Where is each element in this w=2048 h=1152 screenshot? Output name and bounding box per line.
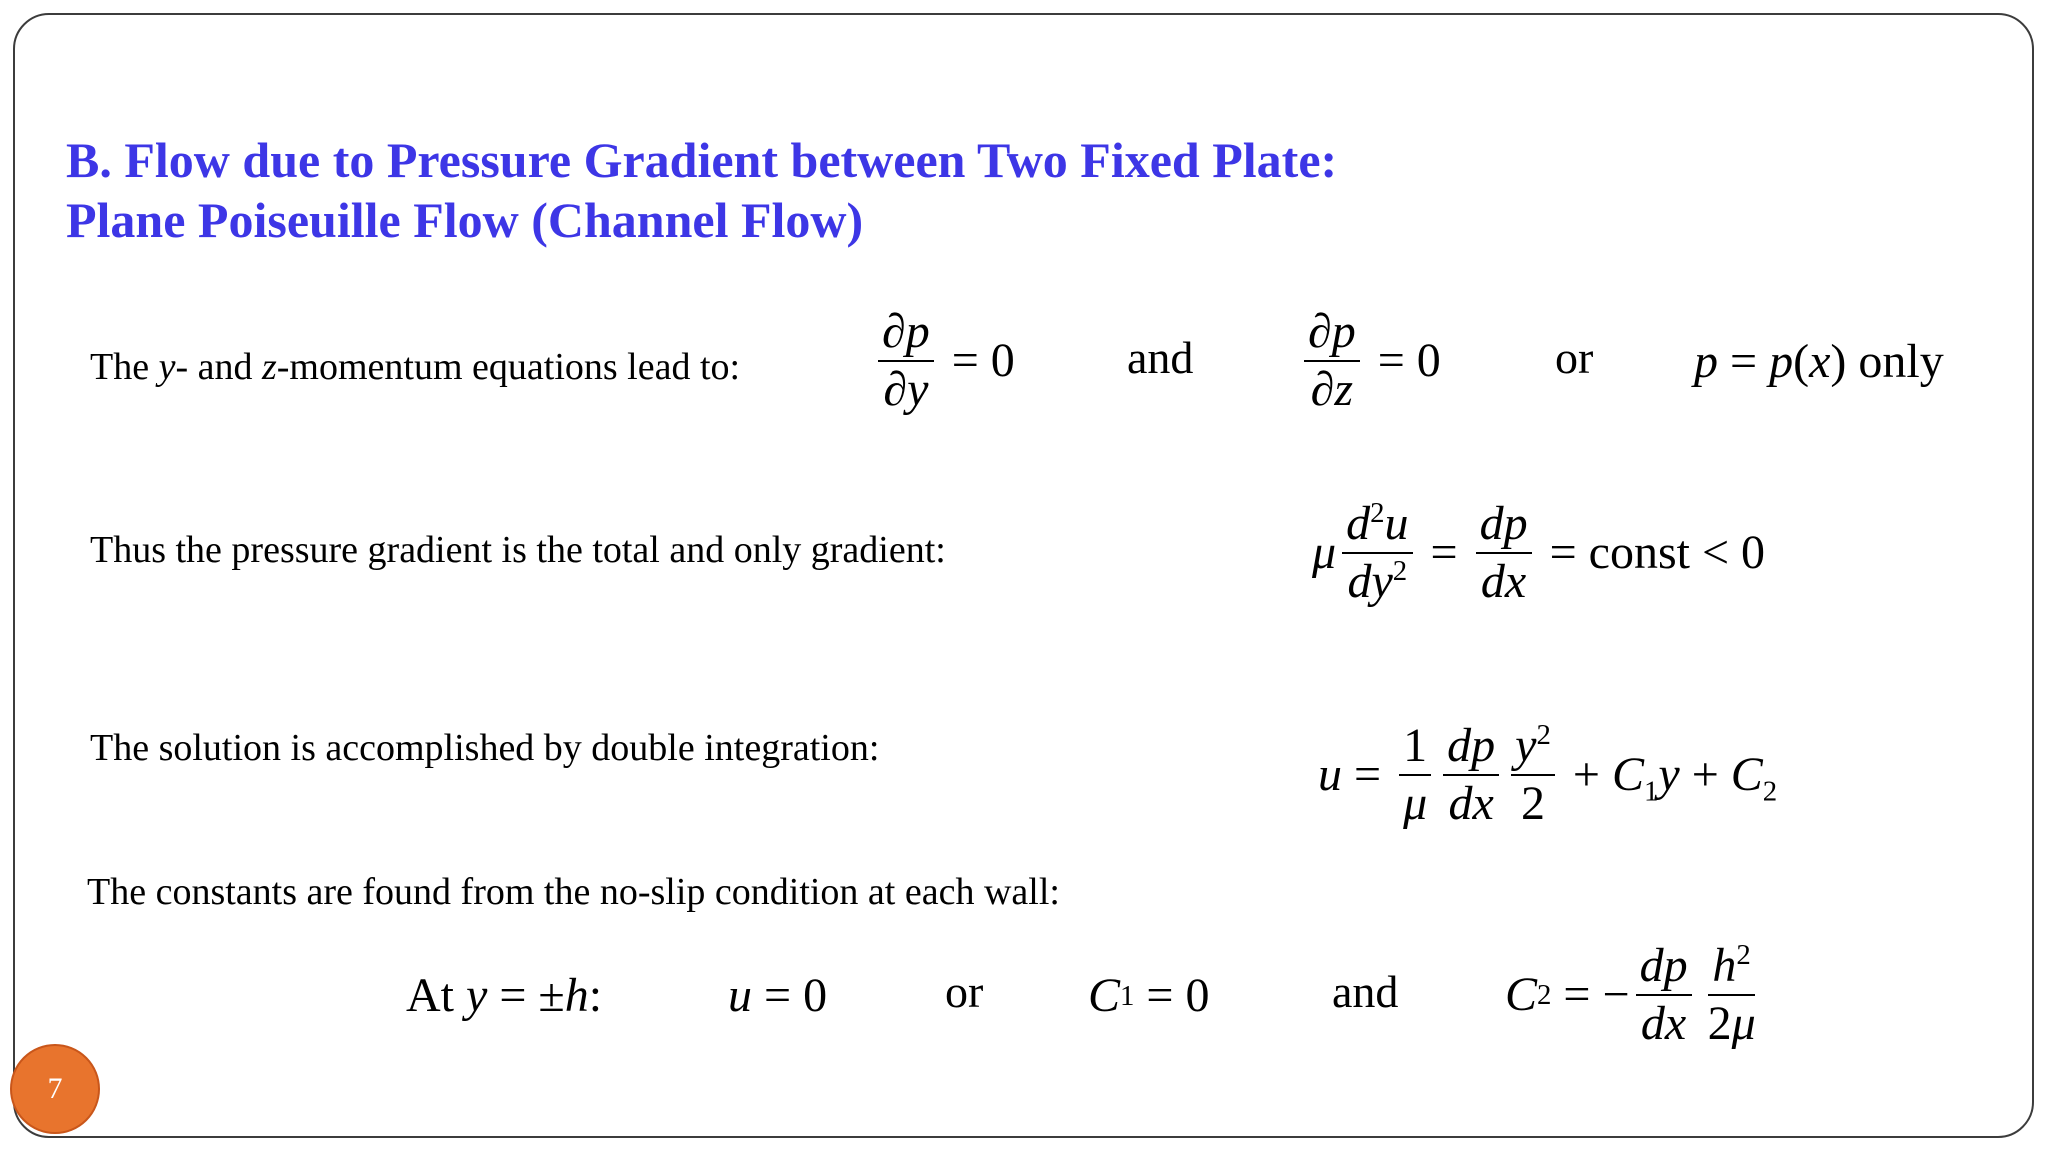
title-line-2: Plane Poiseuille Flow (Channel Flow) xyxy=(66,192,864,248)
eq-p-of-x: p = p ( x ) only xyxy=(1694,335,1944,388)
eq-dp-dz: $\frac{\partial p}{\partial z}$ = 0 xyxy=(1298,308,1441,414)
title-line-1: B. Flow due to Pressure Gradient between Two Fixed Plate: xyxy=(66,132,1338,188)
row5-or: or xyxy=(945,966,984,1017)
fraction-dp-dx-2: $\frac{dp}{dx}$ xyxy=(1443,722,1499,828)
fraction-h2-2mu: $\frac{h^2}{2\mu}$ xyxy=(1707,939,1756,1050)
eq-dp-dy: $\frac{\partial p}{\partial y}$ = 0 xyxy=(872,308,1015,414)
eq-c2: C 2 = − $\frac{dp}{dx}$ $\frac{h^2}{2\mu}$ xyxy=(1505,942,1766,1048)
fraction-dp-dy: $\frac{\partial p}{\partial y}$ xyxy=(878,308,934,414)
row2-label: Thus the pressure gradient is the total and only gradient: xyxy=(90,529,946,571)
row1-or: or xyxy=(1555,332,1594,383)
fraction-y2-2: $\frac{y^2}{2}$ xyxy=(1511,722,1555,828)
row1-and: and xyxy=(1127,332,1194,383)
fraction-1-mu: $\frac{1}{\mu}$ xyxy=(1399,722,1431,828)
row5-and: and xyxy=(1332,966,1399,1017)
row4-label: The constants are found from the no-slip condition at each wall: xyxy=(87,871,1060,913)
eq-c1-zero: C 1 = 0 xyxy=(1088,969,1210,1022)
eq-boundary-at: At y = ± h : xyxy=(406,969,603,1022)
fraction-d2u-dy2: $\frac{d^2u}{dy^2}$ xyxy=(1342,500,1412,606)
eq-momentum: μ $\frac{d^2u}{dy^2}$ = $\frac{dp}{dx}$ = const < 0 xyxy=(1312,497,1766,608)
row1-label: The y- and z-momentum equations lead to: xyxy=(90,346,741,388)
eq-solution: u = $\frac{1}{\mu}$ $\frac{dp}{dx}$ $\frac{y^2}{2}$ + $C_1y + C_2$ xyxy=(1318,719,1778,830)
row3-label: The solution is accomplished by double integration: xyxy=(90,727,880,769)
slide-title xyxy=(66,130,1337,250)
page-number-badge: 7 xyxy=(10,1044,100,1134)
fraction-dp-dz: $\frac{\partial p}{\partial z}$ xyxy=(1304,308,1360,414)
eq-u-zero: u = 0 xyxy=(728,969,828,1022)
fraction-dp-dx: $\frac{dp}{dx}$ xyxy=(1476,500,1532,606)
fraction-dp-dx-3: $\frac{dp}{dx}$ xyxy=(1636,942,1692,1048)
